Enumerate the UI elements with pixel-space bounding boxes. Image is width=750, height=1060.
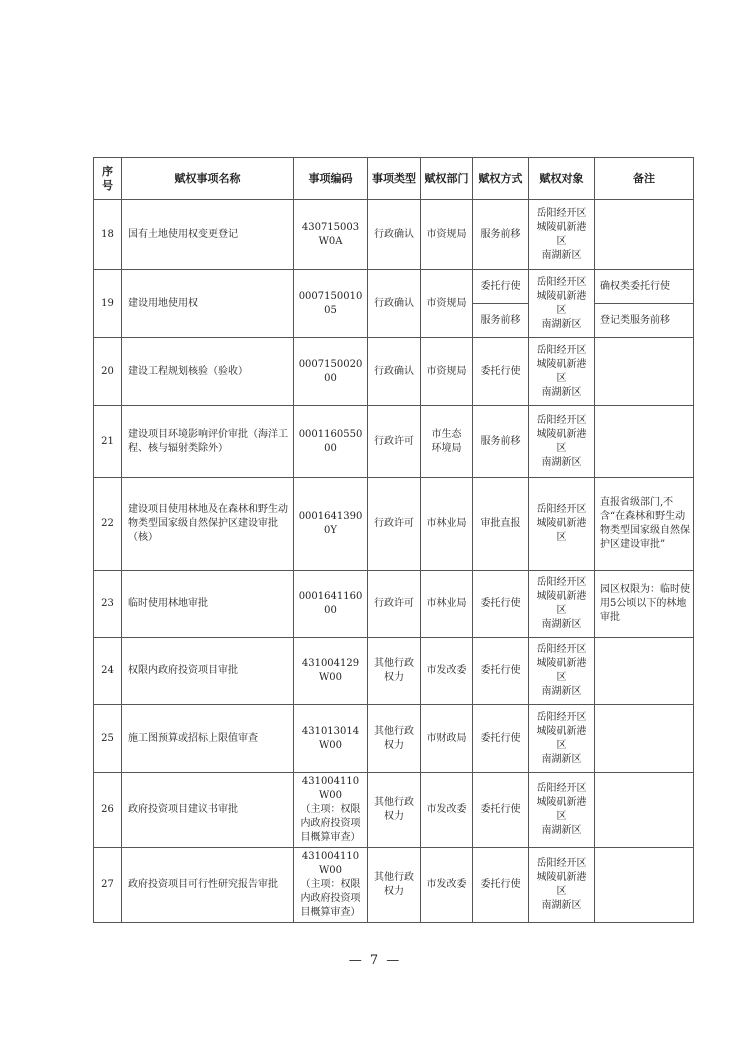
row-number: 26 — [94, 773, 122, 848]
item-type: 其他行政 权力 — [368, 773, 421, 848]
item-code: 000715002000 — [294, 338, 368, 406]
item-name: 建设用地使用权 — [122, 270, 294, 338]
item-type: 行政确认 — [368, 338, 421, 406]
item-method: 服务前移 — [473, 304, 529, 338]
item-method: 服务前移 — [473, 200, 529, 270]
item-target: 岳阳经开区 城陵矶新港区 南湖新区 — [529, 848, 595, 923]
item-method: 委托行使 — [473, 270, 529, 304]
item-dept: 市发改委 — [421, 773, 473, 848]
table-row — [94, 705, 694, 773]
item-dept: 市资规局 — [421, 338, 473, 406]
item-note — [595, 200, 694, 270]
item-type: 行政确认 — [368, 270, 421, 338]
item-name: 国有土地使用权变更登记 — [122, 200, 294, 270]
header-note: 备注 — [595, 158, 694, 200]
item-method: 委托行使 — [473, 848, 529, 923]
header-name: 赋权事项名称 — [122, 158, 294, 200]
item-type: 其他行政 权力 — [368, 705, 421, 773]
item-method: 服务前移 — [473, 406, 529, 478]
item-name: 权限内政府投资项目审批 — [122, 638, 294, 705]
item-name: 政府投资项目建议书审批 — [122, 773, 294, 848]
item-note — [595, 773, 694, 848]
table-row — [94, 571, 694, 638]
item-dept: 市资规局 — [421, 270, 473, 338]
item-note — [595, 705, 694, 773]
item-target: 岳阳经开区 城陵矶新港区 南湖新区 — [529, 571, 595, 638]
item-note: 登记类服务前移 — [595, 304, 694, 338]
header-dept: 赋权部门 — [421, 158, 473, 200]
table-row — [94, 338, 694, 406]
item-type: 行政许可 — [368, 478, 421, 571]
item-method: 委托行使 — [473, 338, 529, 406]
item-code: 430715003W0A — [294, 200, 368, 270]
row-number: 20 — [94, 338, 122, 406]
item-code: 000164139​00Y — [294, 478, 368, 571]
item-dept: 市林业局 — [421, 478, 473, 571]
item-name: 临时使用林地审批 — [122, 571, 294, 638]
table-row — [94, 848, 694, 923]
row-number: 18 — [94, 200, 122, 270]
header-no: 序号 — [94, 158, 122, 200]
row-number: 23 — [94, 571, 122, 638]
item-dept: 市发改委 — [421, 638, 473, 705]
table-row — [94, 638, 694, 705]
item-target: 岳阳经开区 城陵矶新港区 南湖新区 — [529, 338, 595, 406]
item-dept: 市林业局 — [421, 571, 473, 638]
header-code: 事项编码 — [294, 158, 368, 200]
item-target: 岳阳经开区 城陵矶新港区 南湖新区 — [529, 638, 595, 705]
item-note — [595, 848, 694, 923]
row-number: 19 — [94, 270, 122, 338]
item-note: 确权类委托行使 — [595, 270, 694, 304]
item-method: 委托行使 — [473, 773, 529, 848]
item-code: 431004110W00 （主项：权限内政府投资项目概算审查） — [294, 773, 368, 848]
item-note — [595, 406, 694, 478]
item-name: 政府投资项目可行性研究报告审批 — [122, 848, 294, 923]
page-number: — 7 — — [348, 953, 402, 968]
row-number: 22 — [94, 478, 122, 571]
table-row — [94, 478, 694, 571]
table-row — [94, 270, 694, 304]
item-code: 431004110W00 （主项：权限内政府投资项目概算审查） — [294, 848, 368, 923]
table-row — [94, 200, 694, 270]
row-number: 27 — [94, 848, 122, 923]
item-target: 岳阳经开区 城陵矶新港区 南湖新区 — [529, 270, 595, 338]
item-note: 园区权限为：临时使用5公顷以下的林地审批 — [595, 571, 694, 638]
item-code: 000164116000 — [294, 571, 368, 638]
item-target: 岳阳经开区 城陵矶新港区 南湖新区 — [529, 200, 595, 270]
table-row — [94, 773, 694, 848]
item-code: 000116055000 — [294, 406, 368, 478]
item-target: 岳阳经开区 城陵矶新港区 — [529, 478, 595, 571]
item-type: 其他行政 权力 — [368, 638, 421, 705]
item-type: 行政许可 — [368, 571, 421, 638]
item-name: 建设项目环境影响评价审批（海洋工程、核与辐射类除外） — [122, 406, 294, 478]
header-target: 赋权对象 — [529, 158, 595, 200]
item-note: 直报省级部门,不含“在森林和野生动物类型国家级自然保护区建设审批” — [595, 478, 694, 571]
row-number: 21 — [94, 406, 122, 478]
item-code: 431013014W00 — [294, 705, 368, 773]
item-type: 行政许可 — [368, 406, 421, 478]
item-method: 委托行使 — [473, 638, 529, 705]
item-target: 岳阳经开区 城陵矶新港区 南湖新区 — [529, 773, 595, 848]
item-name: 建设工程规划核验（验收） — [122, 338, 294, 406]
item-name: 施工图预算或招标上限值审查 — [122, 705, 294, 773]
item-dept: 市财政局 — [421, 705, 473, 773]
item-type: 行政确认 — [368, 200, 421, 270]
item-dept: 市发改委 — [421, 848, 473, 923]
item-dept: 市生态 环境局 — [421, 406, 473, 478]
row-number: 24 — [94, 638, 122, 705]
row-number: 25 — [94, 705, 122, 773]
item-method: 委托行使 — [473, 705, 529, 773]
header-type: 事项类型 — [368, 158, 421, 200]
header-method: 赋权方式 — [473, 158, 529, 200]
item-name: 建设项目使用林地及在森林和野生动物类型国家级自然保护区建设审批（核） — [122, 478, 294, 571]
item-type: 其他行政 权力 — [368, 848, 421, 923]
item-method: 委托行使 — [473, 571, 529, 638]
item-dept: 市资规局 — [421, 200, 473, 270]
item-note — [595, 338, 694, 406]
item-target: 岳阳经开区 城陵矶新港区 南湖新区 — [529, 406, 595, 478]
empowerment-table — [93, 157, 694, 923]
table-row — [94, 406, 694, 478]
table-header-row — [94, 158, 694, 200]
item-code: 431004129W00 — [294, 638, 368, 705]
item-target: 岳阳经开区 城陵矶新港区 南湖新区 — [529, 705, 595, 773]
item-method: 审批直报 — [473, 478, 529, 571]
item-code: 000715001005 — [294, 270, 368, 338]
item-note — [595, 638, 694, 705]
